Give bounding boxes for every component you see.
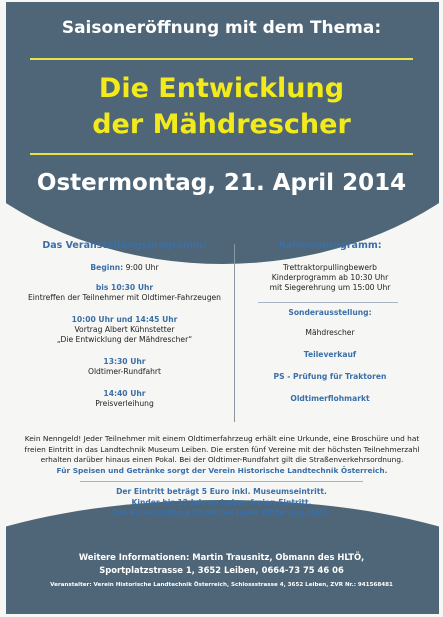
flea-market: Oldtimerflohmarkt [290,394,370,403]
title-line-1: Die Entwicklung [98,73,345,104]
footer-info-2: Sportplatzstrasse 1, 3652 Leiben, 0664-73 75 46 06 [99,565,344,575]
ps-test: PS - Prüfung für Traktoren [273,372,387,381]
header-top-line: Saisoneröffnung mit dem Thema: [61,18,382,38]
entry-line-2: Kinder bis 12 Jahren haben freien Eintritt. [131,497,312,507]
program-tour-desc: Oldtimer-Rundfahrt [87,367,162,376]
side-line-2: Kinderprogramm ab 10:30 Uhr [271,273,389,282]
program-lecture-title: „Die Entwicklung der Mähdrescher“ [56,335,193,344]
info-paragraph [22,434,422,476]
program-award-desc: Preisverleihung [95,399,154,408]
footer-info [0,551,443,577]
program-heading: Das Veranstaltungsprogramm: [42,240,207,251]
info-text-2: freien Eintritt in das Landtechnik Museum Leiben. Die ersten fünf Vereine mit der höchsten Teilnehmerzahl [24,444,420,454]
footer-organizer: Veranstalter: Verein Historische Landtechnik Österreich, Schlossstrasse 4, 3652 Leiben, ZVR Nr.: 941568481 [50,582,393,588]
entry-info [40,487,403,519]
side-extras [240,308,420,404]
side-program-column [240,241,420,293]
side-separator [258,302,398,303]
program-lecture-desc: Vortrag Albert Kühnstetter [74,325,175,334]
side-program-heading: Rahmenprogramm: [278,240,382,251]
program-start-value: 9:00 Uhr [125,263,159,272]
side-line-3: mit Siegerehrung um 15:00 Uhr [269,283,391,292]
exhibit-heading: Sonderausstellung: [288,308,372,317]
program-item-start [22,263,227,273]
program-column [22,241,227,409]
title-line-2: der Mähdrescher [92,109,351,140]
exhibit-item: Mähdrescher [305,328,355,337]
side-line-1: Trettraktorpullingbewerb [283,263,377,272]
footer-info-1: Weitere Informationen: Martin Trausnitz, Obmann des HLTÖ, [78,552,365,562]
column-divider [234,244,235,422]
program-start-label: Beginn: [90,263,124,272]
program-tour-time: 13:30 Uhr [103,357,146,366]
program-arrival-time: bis 10:30 Uhr [95,283,154,292]
info-text-1: Kein Nenngeld! Jeder Teilnehmer mit einem Oldtimerfahrzeug erhält eine Urkunde, eine Broschüre und hat [24,434,420,443]
info-text-3: erhalten darüber hinaus einen Pokal. Bei der Oldtimer-Rundfahrt gilt die Straßenverkehrsordnung. [40,455,404,464]
program-arrival-desc: Eintreffen der Teilnehmer mit Oldtimer-Fahrzeugen [28,293,221,302]
food-note: Für Speisen und Getränke sorgt der Verein Historische Landtechnik Österreich. [56,465,388,475]
parts-sale: Teileverkauf [303,350,357,359]
program-award-time: 14:40 Uhr [103,389,146,398]
paragraph-separator [80,481,363,482]
header-rule-bottom [30,153,413,155]
entry-line-1: Der Eintritt beträgt 5 Euro inkl. Museumseintritt. [116,487,327,496]
entry-line-3: Die Veranstaltung findet bei jeder Witterung statt. [112,508,331,517]
header-rule-top [30,58,413,60]
program-lecture-time: 10:00 Uhr und 14:45 Uhr [71,315,178,324]
event-date: Ostermontag, 21. April 2014 [36,170,407,196]
